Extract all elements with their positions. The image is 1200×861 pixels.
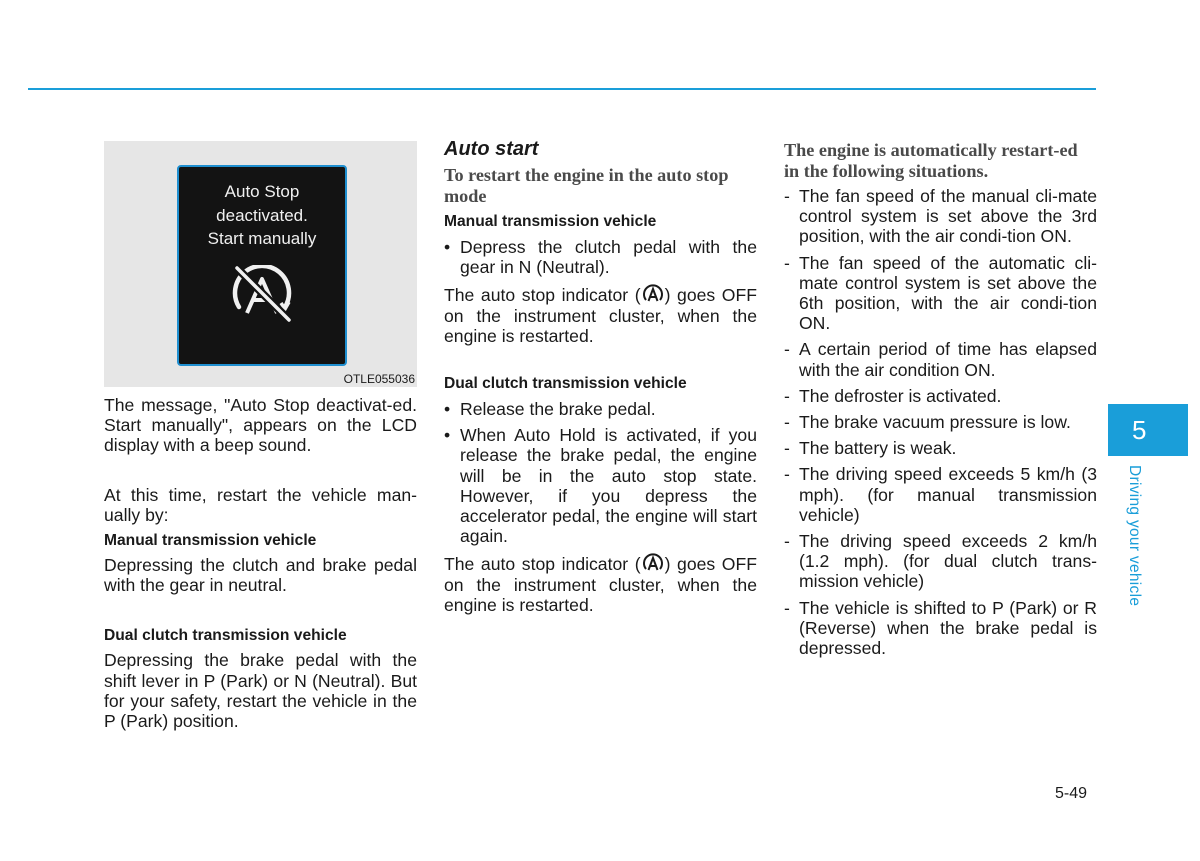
auto-stop-indicator-icon (642, 552, 664, 574)
paragraph: At this time, restart the vehicle man-ually by: (104, 484, 417, 525)
figure-code: OTLE055036 (343, 372, 415, 386)
list-item: • Depress the clutch pedal with the gear in N (Neutral). (444, 237, 757, 278)
list-item: - A certain period of time has elapsed with the air condition ON. (784, 339, 1097, 380)
list-item: - The vehicle is shifted to P (Park) or R (Reverse) when the brake pedal is depressed. (784, 597, 1097, 659)
section-heading: The engine is automatically restart-ed in the following situations. (784, 140, 1078, 181)
manual-list (444, 237, 757, 277)
paragraph: The message, "Auto Stop deactivat-ed. Start manually", appears on the LCD display with a beep sound. (104, 395, 417, 456)
list-item: - The defroster is activated. (784, 385, 1002, 406)
subheading: Manual transmission vehicle (444, 213, 657, 230)
paragraph: Depressing the clutch and brake pedal with the gear in neutral. (104, 555, 417, 596)
paragraph: The auto stop indicator ( ) goes OFF on the instrument cluster, when the engine is restarted. (444, 554, 757, 615)
auto-stop-indicator-icon (642, 283, 664, 305)
column-2 (444, 137, 757, 615)
list-item: - The driving speed exceeds 2 km/h (1.2 mph). (for dual clutch trans-mission vehicle) (784, 531, 1097, 592)
restart-conditions-list (784, 186, 1097, 658)
list-item: - The fan speed of the manual cli-mate control system is set above the 3rd position, with the air condi-tion ON. (784, 186, 1097, 247)
list-item: - The brake vacuum pressure is low. (784, 412, 1071, 433)
section-title: Auto start (444, 138, 539, 160)
section-subtitle: To restart the engine in the auto stop mode (444, 165, 729, 206)
header-rule (28, 88, 1096, 90)
paragraph: The auto stop indicator ( ) goes OFF on the instrument cluster, when the engine is restarted. (444, 285, 757, 346)
lcd-line: Start manually (207, 229, 317, 248)
subheading: Dual clutch transmission vehicle (104, 627, 347, 645)
list-item: • Release the brake pedal. (444, 399, 656, 420)
chapter-title-text: Driving your vehicle (1126, 465, 1143, 607)
subheading: Dual clutch transmission vehicle (444, 375, 687, 393)
subheading: Manual transmission vehicle (104, 532, 317, 550)
list-item: - The fan speed of the automatic cli-mate control system is set above the 6th position, with the air condi-tion ON. (784, 252, 1097, 334)
chapter-title (1127, 465, 1147, 625)
dual-list (444, 399, 757, 546)
lcd-line: deactivated. (216, 205, 308, 225)
auto-stop-off-icon (229, 265, 295, 325)
lcd-line: Auto Stop (224, 182, 300, 201)
column-1 (104, 395, 417, 731)
chapter-number: 5 (1132, 415, 1147, 445)
paragraph: Depressing the brake pedal with the shift lever in P (Park) or N (Neutral). But for your safety, restart the vehicle in the P (Park) position. (104, 650, 417, 732)
list-item: • When Auto Hold is activated, if you release the brake pedal, the engine will be in the auto stop state. However, if you depress the accelerator pedal, the engine will start again. (444, 425, 757, 547)
chapter-tab (1108, 404, 1188, 456)
page-number: 5-49 (1055, 785, 1088, 802)
list-item: - The battery is weak. (784, 438, 957, 459)
list-item: - The driving speed exceeds 5 km/h (3 mph). (for manual transmission vehicle) (784, 464, 1097, 525)
lcd-message (179, 180, 345, 251)
column-3 (784, 140, 1097, 658)
lcd-screen (177, 165, 347, 366)
lcd-figure (104, 141, 417, 387)
